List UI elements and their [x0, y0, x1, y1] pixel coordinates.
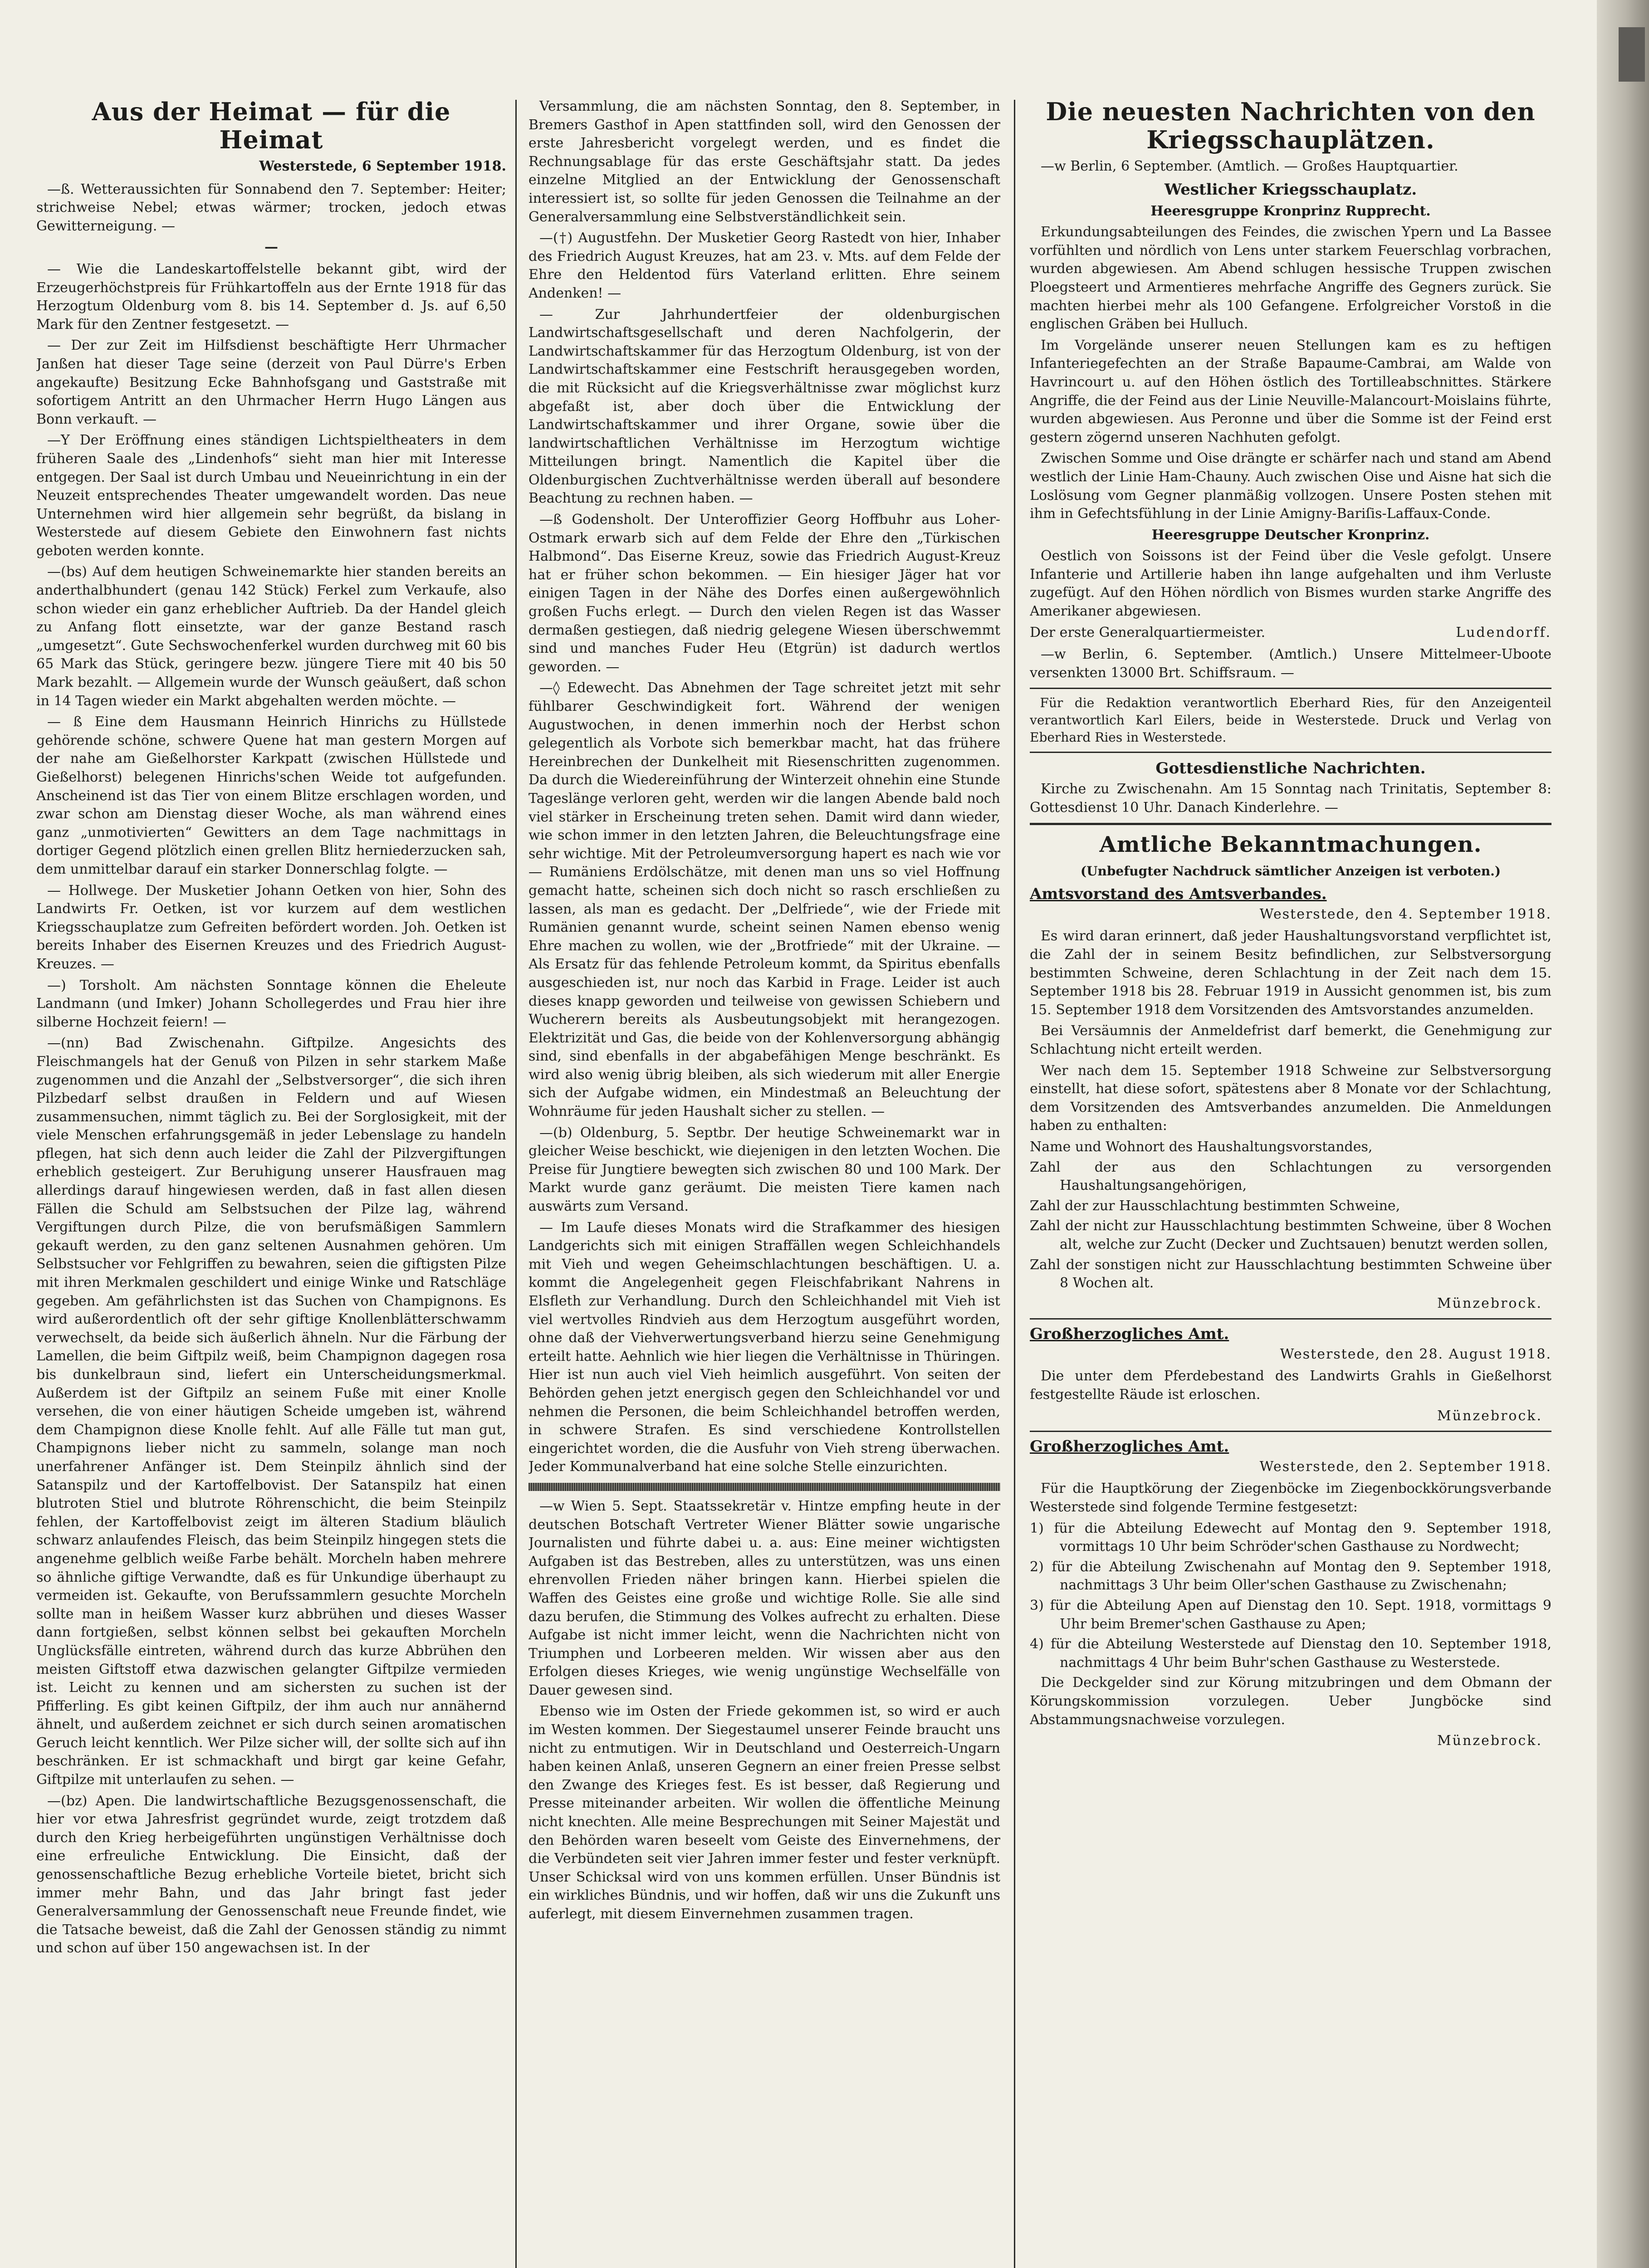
page-tab-marker — [1619, 27, 1645, 82]
section-rule — [1030, 1431, 1551, 1432]
notice-list-item: 1) für die Abteilung Edewecht auf Montag den 9. September 1918, vormittags 10 Uhr beim Schröder'schen Gasthause zu Nordwecht; — [1030, 1520, 1551, 1555]
notice-authority: Großherzogliches Amt. — [1030, 1437, 1229, 1456]
notice-list-item: Name und Wohnort des Haushaltungsvorstandes, — [1030, 1139, 1373, 1155]
news-paragraph: —Y Der Eröffnung eines ständigen Lichtspieltheaters in dem früheren Saale des „Lindenhofs“ sieht man hier mit Interesse entgegen. Der Saal ist durch Umbau und Neueinrichtung in ein der Neuzeit entsprechendes Theater umgewandelt worden. Das neue Unternehmen wird hier allgemein sehr begrüßt, da bislang in Westerstede auf diesem Gebiete den Einwohnern fast nichts geboten werden konnte. — [36, 432, 506, 559]
church-news-title: Gottesdienstliche Nachrichten. — [1155, 759, 1426, 778]
war-report-paragraph: Erkundungsabteilungen des Feindes, die zwischen Ypern und La Bassee vorfühlten und nördlich von Lens unter starkem Feuerschlag vorbrachen, wurden abgewiesen. Am Abend schlugen hessische Truppen zwischen Ploegsteert und Armentieres mehrfache Angriffe des Gegners zurück. Sie machten hierbei mehr als 100 Gefangene. Erfolgreicher Vorstoß in die englischen Gräben bei Hulluch. — [1030, 224, 1551, 332]
army-group-title: Heeresgruppe Kronprinz Rupprecht. — [1150, 203, 1431, 219]
news-paragraph: —◊ Edewecht. Das Abnehmen der Tage schreitet jetzt mit sehr fühlbarer Geschwindigkeit fort. Während der wenigen Augustwochen, in denen immerhin noch der Herbst schon gelegentlich als Vorbote sich bemerkbar macht, hat das frühere Hereinbrechen der Dunkelheit mit Riesenschritten zugenommen. Da durch die Wiedereinführung der Winterzeit ohnehin eine Stunde Tageslänge verloren geht, werden wir die langen Abende bald noch viel stärker in Erscheinung treten sehen. Damit wird dann wieder, wie schon immer in den letzten Jahren, die Beleuchtungsfrage eine sehr wichtige. Mit der Petroleumversorgung hapert es nach wie vor — Rumäniens Erdölschätze, mit denen man uns so viel Hoffnung gemacht hatte, scheinen sich doch nicht so rasch erschließen zu lassen, als man es gedacht. Der „Delfriede“, wie der Friede mit Rumänien genannt wurde, scheint seinen Namen ebenso wenig Ehre machen zu wollen, wie der „Brotfriede“ mit der Ukraine. — Als Ersatz für das fehlende Petroleum kommt, da Spiritus ebenfalls ausgeschieden ist, nur noch das Karbid in Frage. Leider ist auch dieses knapp geworden und teilweise von gewissen Schiebern und Wucherern bereits als Ausbeutungsobjekt mit herangezogen. Elektrizität und Gas, die beide von der Kohlenversorgung abhängig sind, sind ebenfalls in der abgabefähigen Menge beschränkt. Es wird also wenig übrig bleiben, als sich wiederum mit aller Energie sich der Aufgabe widmen, ein Mindestmaß an Beleuchtung der Wohnräume für jeden Haushalt sicher zu stellen. — — [528, 680, 1000, 1120]
news-paragraph: —ß. Wetteraussichten für Sonnabend den 7. September: Heiter; strichweise Nebel; etwas wärmer; trocken, jedoch etwas Gewitterneigung. — — [36, 181, 506, 234]
column-local-news — [36, 98, 506, 2268]
uboot-report: —w Berlin, 6. September. (Amtlich.) Unsere Mittelmeer-Uboote versenkten 13000 Brt. Schiffsraum. — — [1030, 646, 1551, 681]
signature-role: Der erste Generalquartiermeister. — [1030, 624, 1266, 640]
news-paragraph: Versammlung, die am nächsten Sonntag, den 8. September, in Bremers Gasthof in Apen stattfinden soll, wird den Genossen der erste Jahresbericht vorgelegt werden, und es findet die Rechnungsablage für das erste Geschäftsjahr statt. Da jedes einzelne Mitglied an der Entwicklung der Genossenschaft interessiert ist, so sollte für jeden Genossen die Teilnahme an der Generalversammlung eine Selbstverständlichkeit sein. — [528, 98, 1000, 225]
notice-list-item: Zahl der zur Hausschlachtung bestimmten Schweine, — [1030, 1198, 1400, 1214]
notice-paragraph: Bei Versäumnis der Anmeldefrist darf bemerkt, die Genehmigung zur Schlachtung nicht erteilt werden. — [1030, 1023, 1551, 1057]
news-paragraph: —(nn) Bad Zwischenahn. Giftpilze. Angesichts des Fleischmangels hat der Genuß von Pilzen in sehr starkem Maße zugenommen und die Anzahl der „Selbstversorger“, die sich ihren Pilzbedarf selbst draußen in Feldern und auf Wiesen zusammensuchen, nimmt täglich zu. Bei der Sorglosigkeit, mit der viele Menschen erfahrungsgemäß in jeder Lebenslage zu handeln pflegen, hat sich denn auch leider die Zahl der Pilzvergiftungen erheblich gesteigert. Zur Beruhigung unserer Hausfrauen mag allerdings darauf hingewiesen werden, daß in fast allen diesen Fällen die Schuld am Selbstsuchen der Pilze lag, während Vergiftungen durch Pilze, die von berufsmäßigen Sammlern gekauft werden, zu den ganz seltenen Ausnahmen gehören. Um Selbstsucher vor Fehlgriffen zu bewahren, seien die giftigsten Pilze mit ihren Merkmalen geschildert und einige Winke und Ratschläge gegeben. Am gefährlichsten ist das Suchen von Champignons. Es wird außerordentlich oft der sehr giftige Knollenblätterschwamm verwechselt, da beide sich äußerlich ähneln. Nur die Färbung der Lamellen, die beim Giftpilz weiß, beim Champignon dagegen rosa bis dunkelbraun sind, liefert ein Unterscheidungsmerkmal. Außerdem ist der Giftpilz an seinem Fuße mit einer Knolle versehen, die von einer häutigen Scheide umgeben ist, während dem Champignon diese Knolle fehlt. Auf alle Fälle tut man gut, Champignons lieber nicht zu sammeln, solange man noch unerfahrener Anfänger ist. Dem Steinpilz ähnlich sind der Satanspilz und der Kartoffelbovist. Der Satanspilz hat einen blutroten Stiel und blutrote Röhrenschicht, die beim Steinpilz fehlen, der Kartoffelbovist zeigt im älteren Stadium bläulich schwarz anlaufendes Fleisch, das beim Steinpilz hingegen stets die angenehme gelblich weiße Farbe behält. Morcheln haben mehrere so ähnliche giftige Verwandte, daß es für Unkundige überhaupt zu vermeiden ist. Gekaufte, von Berufssammlern gesuchte Morcheln sollte man in heißem Wasser kurz abbrühen und dieses Wasser dann fortgießen, selbst können selbst bei gekauften Morcheln Unglücksfälle eintreten, während durch das kurze Abbrühen den meisten Giftstoff etwa dazwischen gelangter Giftpilze vermieden ist. Leicht zu kennen und am sichersten zu suchen ist der Pfifferling. Es gibt keinen Giftpilz, der ihm auch nur annähernd ähnelt, und außerdem zeichnet er sich durch seinen aromatischen Geruch leicht kenntlich. Wer Pilze sicher will, der sollte sich auf ihn beschränken. Er ist schmackhaft und birgt gar keine Gefahr, Giftpilze mit unterlaufen zu sehen. — — [36, 1035, 506, 1788]
official-notices-title: Amtliche Bekanntmachungen. — [1099, 831, 1482, 857]
notice-signature: Münzebrock. — [1437, 1295, 1542, 1311]
news-paragraph: —(b) Oldenburg, 5. Septbr. Der heutige Schweinemarkt war in gleicher Weise beschickt, wie diejenigen in den letzten Wochen. Die Preise für Jungtiere bewegten sich zwischen 80 und 100 Mark. Der Markt wurde ganz geräumt. Die meisten Tiere kamen nach auswärts zum Versand. — [528, 1124, 1000, 1215]
war-report-paragraph: Im Vorgelände unserer neuen Stellungen kam es zu heftigen Infanteriegefechten an der Straße Bapaume-Cambrai, am Walde von Havrincourt u. auf den Höhen östlich des Tortillеabschnittes. Stärkere Angriffe, die der Feind aus der Linie Neuville-Malancourt-Moislains führte, wurden abgewiesen. Aus Peronne und über die Somme ist der Feind erst gestern zögernd unseren Nachhuten gefolgt. — [1030, 337, 1551, 445]
news-paragraph: —ß Godensholt. Der Unteroffizier Georg Hoffbuhr aus Loher-Ostmark erwarb sich auf dem Felde der Ehre den „Türkischen Halbmond“. Das Eiserne Kreuz, sowie das Friedrich August-Kreuz hat er früher schon bekommen. — Ein hiesiger Jäger hat vor einigen Tagen in der Nähe des Dorfes einen außergewöhnlich großen Fuchs erlegt. — Durch den vielen Regen ist das Wasser dermaßen gestiegen, daß niedrig gelegene Wiesen überschwemmt sind und manches Fuder Heu (Etgrün) ist dadurch wertlos geworden. — — [528, 512, 1000, 675]
section-rule — [528, 1483, 1000, 1491]
signature-name: Ludendorff. — [1456, 624, 1551, 640]
section-header-heimat: Aus der Heimat — für die Heimat — [92, 98, 451, 154]
war-theater-title: Westlicher Kriegsschauplatz. — [1164, 180, 1417, 199]
notice-date: Westerstede, den 4. September 1918. — [1259, 906, 1551, 922]
notice-list-item: Zahl der sonstigen nicht zur Hausschlachtung bestimmten Schweine über 8 Wochen alt. — [1030, 1256, 1551, 1291]
news-paragraph: — Im Laufe dieses Monats wird die Strafkammer des hiesigen Landgerichts sich mit einigen Straffällen wegen Schleichhandels mit Vieh und wegen Geheimschlachtungen beschäftigen. U. a. kommt die Angelegenheit gegen Fleischfabrikant Nahrens in Elsfleth zur Verhandlung. Durch den Schleichhandel mit Vieh ist viel wertvolles Rindvieh aus dem Herzogtum ausgeführt worden, ohne daß der Viehverwertungsverband hierzu seine Genehmigung erteilt hatte. Aehnlich wie hier liegen die Verhältnisse in Thüringen. Hier ist nun auch viel Vieh heimlich ausgeführt. Von seiten der Behörden gehen jetzt energisch gegen den Schleichhandel vor und nehmen die Personen, die beim Schleichhandel betroffen werden, in schwere Strafen. Es sind verschiedene Kontrollstellen eingerichtet worden, die die Ausfuhr von Vieh streng überwachen. Jeder Kommunalverband hat eine solche Stelle einzurichten. — [528, 1219, 1000, 1475]
section-header-war-news: Die neuesten Nachrichten von den Kriegsschauplätzen. — [1046, 98, 1536, 154]
notice-list-item: 2) für die Abteilung Zwischenahn auf Montag den 9. September 1918, nachmittags 3 Uhr beim Oller'schen Gasthause zu Zwischenahn; — [1030, 1559, 1551, 1593]
news-paragraph: — Wie die Landeskartoffelstelle bekannt gibt, wird der Erzeugerhöchstpreis für Frühkartoffeln aus der Ernte 1918 für das Herzogtum Oldenburg vom 8. bis 14. September d. Js. auf 6,50 Mark für den Zentner festgesetzt. — — [36, 261, 506, 332]
news-paragraph: —w Wien 5. Sept. Staatssekretär v. Hintze empfing heute in der deutschen Botschaft Vertreter Wiener Blätter sowie ungarische Journalisten und führte dabei u. a. aus: Eine meiner wichtigsten Aufgaben ist das Bestreben, alles zu unterstützen, was uns einen ehrenvollen Frieden näher bringen kann. Hierbei spielen die Waffen des Geistes eine große und wichtige Rolle. Sie alle sind dazu berufen, die Stimmung des Volkes aufrecht zu erhalten. Diese Aufgabe ist nicht immer leicht, wenn die Nachrichten nicht von Triumphen und Lorbeeren melden. Wir wissen aber aus den Erfolgen dieses Krieges, wie wenig ungünstige Wechselfälle von Dauer gewesen sind. — [528, 1498, 1000, 1698]
notice-authority: Amtsvorstand des Amtsverbandes. — [1030, 885, 1327, 904]
news-paragraph: — Hollwege. Der Musketier Johann Oetken von hier, Sohn des Landwirts Fr. Oetken, ist vor kurzem auf dem westlichen Kriegsschauplatze zum Gefreiten befördert worden. Joh. Oetken ist bereits Inhaber des Eisernen Kreuzes und des Friedrich August-Kreuzes. — — [36, 882, 506, 972]
church-news-text: Kirche zu Zwischenahn. Am 15 Sonntag nach Trinitatis, September 8: Gottesdienst 10 Uhr. Danach Kinderlehre. — — [1030, 781, 1551, 816]
section-rule — [1030, 752, 1551, 753]
news-paragraph: —) Torsholt. Am nächsten Sonntage können die Eheleute Landmann (und Imker) Johann Schollegerdes und Frau hier ihre silberne Hochzeit feiern! — — [36, 977, 506, 1030]
section-rule — [1030, 1318, 1551, 1320]
notice-paragraph: Für die Hauptkörung der Ziegenböcke im Ziegenbockkörungsverbande Westerstede sind folgende Termine festgesetzt: — [1030, 1481, 1551, 1515]
news-paragraph: —(†) Augustfehn. Der Musketier Georg Rastedt von hier, Inhaber des Friedrich August Kreuzes, hat am 23. v. Mts. auf dem Felde der Ehre den Heldentod fürs Vaterland erlitten. Ehre seinem Andenken! — — [528, 230, 1000, 301]
notice-paragraph: Die unter dem Pferdebestand des Landwirts Grahls in Gießelhorst festgestellte Räude ist erloschen. — [1030, 1368, 1551, 1403]
notice-list-item: Zahl der nicht zur Hausschlachtung bestimmten Schweine, über 8 Wochen alt, welche zur Zucht (Decker und Zuchtsauen) benutzt werden sollen, — [1030, 1218, 1551, 1252]
war-report-intro: —w Berlin, 6 September. (Amtlich. — Großes Hauptquartier. — [1041, 158, 1458, 174]
column-divider — [515, 100, 517, 2268]
notice-paragraph: Die Deckgelder sind zur Körung mitzubringen und dem Obmann der Körungskommission vorzulegen. Ueber Jungböcke sind Abstammungsnachweise vorzulegen. — [1030, 1675, 1551, 1728]
notice-date: Westerstede, den 2. September 1918. — [1259, 1458, 1551, 1475]
column-war-and-notices — [1030, 98, 1551, 2268]
war-report-paragraph: Oestlich von Soissons ist der Feind über die Vesle gefolgt. Unsere Infanterie und Artillerie haben ihn lange aufgehalten und ihm Verluste zugefügt. Auf den Höhen nördlich von Bismes wurden starke Angriffe des Amerikaner abgewiesen. — [1030, 548, 1551, 620]
notice-signature: Münzebrock. — [1437, 1733, 1542, 1749]
war-report-paragraph: Zwischen Somme und Oise drängte er schärfer nach und stand am Abend westlich der Linie Ham-Chauny. Auch zwischen Oise und Aisne hat sich die Loslösung vom Gegner planmäßig vollzogen. Unsere Posten stehen mit ihm in Gefechtsfühlung in der Linie Amigny-Bariſis-Laffaux-Conde. — [1030, 450, 1551, 522]
notice-list-item: Zahl der aus den Schlachtungen zu versorgenden Haushaltungsangehörigen, — [1030, 1159, 1551, 1194]
news-paragraph: —(bz) Apen. Die landwirtschaftliche Bezugsgenossenschaft, die hier vor etwa Jahresfrist gegründet wurde, zeigt trotzdem daß durch den Krieg herbeigeführten ungünstigen Verhältnisse doch eine erfreuliche Entwicklung. Die Einsicht, daß der genossenschaftliche Bezug erhebliche Vorteile bietet, bricht sich immer mehr Bahn, und das Jahr bringt fast jeder Generalversammlung der Genossenschaft neue Freunde findet, wie die Tatsache beweist, daß die Zahl der Genossen ständig zu nimmt und schon auf über 150 angewachsen ist. In der — [36, 1793, 506, 1956]
news-paragraph: Ebenso wie im Osten der Friede gekommen ist, so wird er auch im Westen kommen. Der Siegestaumel unserer Feinde braucht uns nicht zu entmutigen. Wir in Deutschland und Oesterreich-Ungarn haben keinen Anlaß, unseren Gegnern an einer freien Presse selbst den Zwange des Krieges fest. Es ist besser, daß Regierung und Presse miteinander arbeiten. Wir wollen die öffentliche Meinung nicht knechten. Alle meine Besprechungen mit Seiner Majestät und den Behörden waren beseelt vom Geiste des Einvernehmens, der die Verbündeten seit vier Jahren immer fester und fester verknüpft. Unser Schicksal wird von uns kommen erfüllen. Unser Bündnis ist ein wirkliches Bündnis, und wir hoffen, daß wir uns die Zukunft uns auferlegt, mit diesem Einvernehmen zusammen tragen. — [528, 1703, 1000, 1922]
notice-paragraph: Wer nach dem 15. September 1918 Schweine zur Selbstversorgung einstellt, hat diese sofort, spätestens aber 8 Monate vor der Schlachtung, dem Vorsitzenden des Amtsverbandes anzumelden. Die Anmeldungen haben zu enthalten: — [1030, 1062, 1551, 1134]
notice-list-item: 3) für die Abteilung Apen auf Dienstag den 10. Sept. 1918, vormittags 9 Uhr beim Bremer'schen Gasthause zu Apen; — [1030, 1598, 1551, 1632]
news-paragraph: — ß Eine dem Hausmann Heinrich Hinrichs zu Hüllstede gehörende schöne, schwere Quene hat man gestern Morgen auf der nahe am Gießelhorster Karkpatt (zwischen Hüllstede und Gießelhorst) belegenen Hinrichs'schen Weide tot aufgefunden. Anscheinend ist das Tier von einem Blitze erschlagen worden, und zwar schon am Dienstag dieser Woche, als man während eines ganz „unmotivierten“ Gewitters an dem Tage nachmittags in dortiger Gegend plötzlich einen grellen Blitz herniederzucken sah, dem unmittelbar darauf ein starker Donnerschlag folgte. — — [36, 714, 506, 877]
notice-paragraph: Es wird daran erinnert, daß jeder Haushaltungsvorstand verpflichtet ist, die Zahl der in seinem Besitz befindlichen, zur Selbstversorgung bestimmten Schweine, deren Schlachtung in der Zeit nach dem 15. September 1918 bis 28. Februar 1919 in Aussicht genommen ist, bis zum 15. September 1918 dem Vorsitzenden des Amtsvorstandes anzumelden. — [1030, 928, 1551, 1018]
imprint: Für die Redaktion verantwortlich Eberhard Ries, für den Anzeigenteil verantwortlich Karl Eilers, beide in Westerstede. Druck und Verlag von Eberhard Ries in Westerstede. — [1030, 695, 1551, 745]
notice-authority: Großherzogliches Amt. — [1030, 1325, 1229, 1344]
army-group-title: Heeresgruppe Deutscher Kronprinz. — [1151, 527, 1430, 543]
section-rule — [1030, 688, 1551, 689]
column-divider — [1014, 100, 1015, 2268]
war-report-signature — [1030, 624, 1551, 642]
notice-list-item: 4) für die Abteilung Westerstede auf Dienstag den 10. September 1918, nachmittags 4 Uhr beim Buhr'schen Gasthause zu Westerstede. — [1030, 1636, 1551, 1671]
official-notices-subtitle: (Unbefugter Nachdruck sämtlicher Anzeigen ist verboten.) — [1080, 863, 1501, 879]
dateline: Westerstede, 6 September 1918. — [259, 158, 506, 174]
news-paragraph: — Der zur Zeit im Hilfsdienst beschäftigte Herr Uhrmacher Janßen hat dieser Tage seine (derzeit von Paul Dürre's Erben angekaufte) Besitzung Ecke Bahnhofsgang und Gaststraße mit sofortigem Antritt an den Uhrmacher Herrn Hugo Längen aus Bonn verkauft. — — [36, 337, 506, 427]
section-rule — [1030, 823, 1551, 825]
binding-edge — [1597, 0, 1649, 2268]
notice-date: Westerstede, den 28. August 1918. — [1280, 1346, 1551, 1362]
column-regional-news — [528, 98, 1000, 2268]
notice-signature: Münzebrock. — [1437, 1408, 1542, 1424]
news-paragraph: — Zur Jahrhundertfeier der oldenburgischen Landwirtschaftsgesellschaft und deren Nachfolgerin, der Landwirtschaftskammer für das Herzogtum Oldenburg, ist von der Landwirtschaftskammer eine Festschrift herausgegeben worden, die mit Rücksicht auf die Kriegsverhältnisse zwar möglichst kurz abgefaßt ist, aber doch über die Entwicklung der Landwirtschaftskammer und ihrer Organe, sowie über die landwirtschaftlichen Verhältnisse im Herzogtum wichtige Mitteilungen bringt. Namentlich die Kapitel über die Oldenburgischen Zuchtverhältnisse werden überall auf besondere Beachtung zu rechnen haben. — — [528, 306, 1000, 507]
separator-dash: — — [264, 239, 278, 255]
news-paragraph: —(bs) Auf dem heutigen Schweinemarkte hier standen bereits an anderthalbhundert (genau 142 Stück) Ferkel zum Verkaufe, also schon wieder ein ganz erheblicher Auftrieb. Da der Handel gleich zu Anfang flott einsetzte, war der ganze Bestand rasch „umgesetzt“. Gute Sechswochenferkel wurden durchweg mit 60 bis 65 Mark das Stück, geringere bezw. jüngere Tiere mit 40 bis 50 Mark bezahlt. — Allgemein wurde der Wunsch geäußert, daß schon in 14 Tagen wieder ein Markt abgehalten werden möchte. — — [36, 564, 506, 709]
